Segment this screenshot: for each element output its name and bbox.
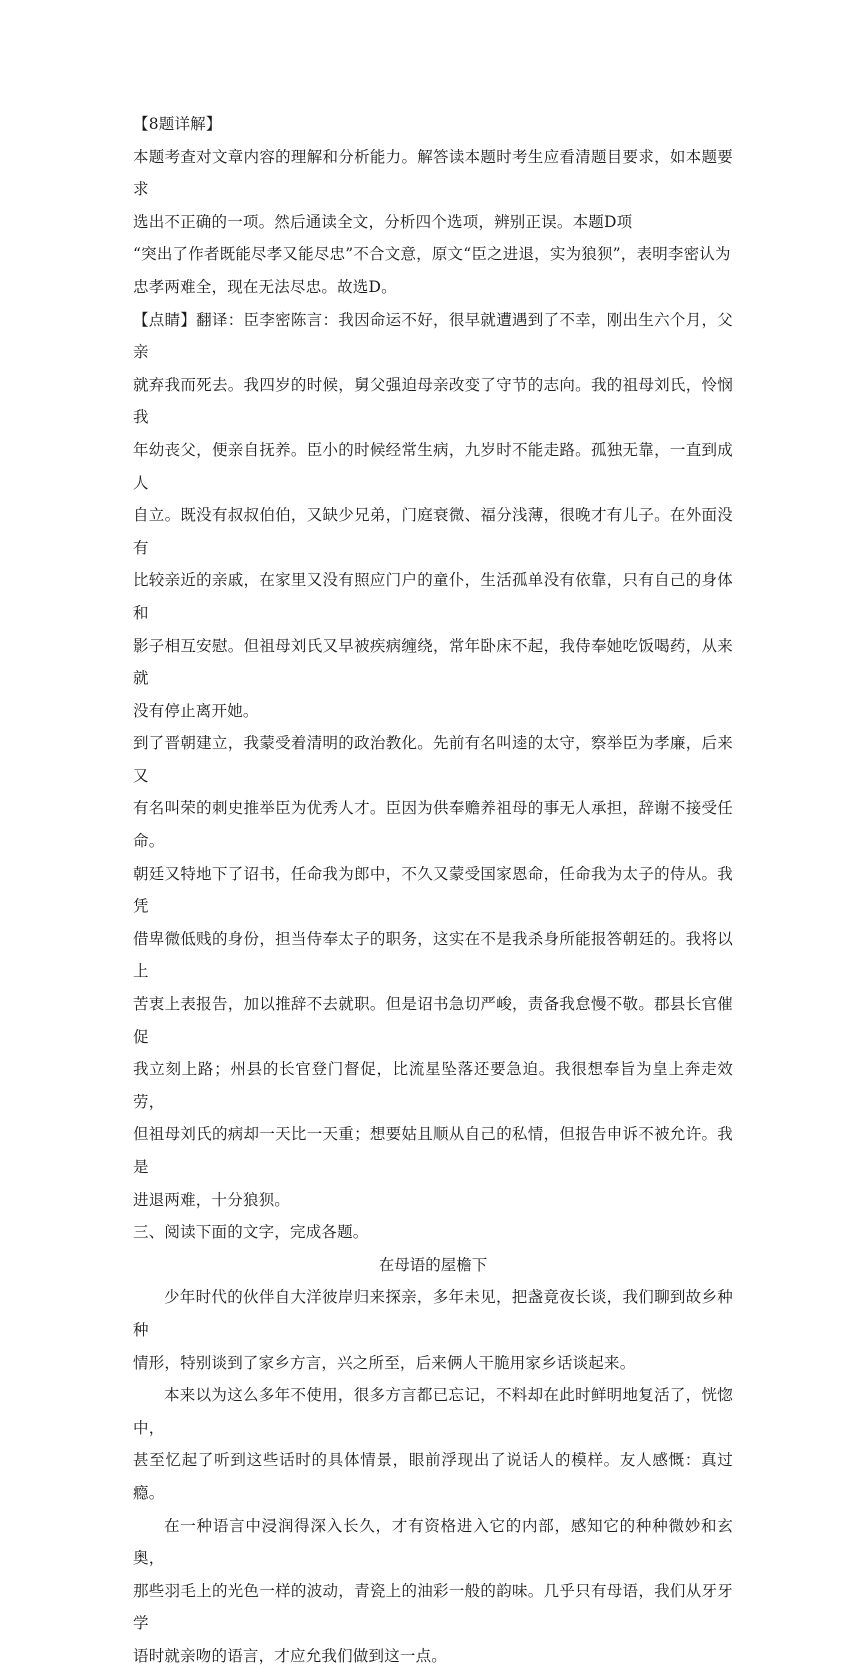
text-line: 苦衷上表报告，加以推辞不去就职。但是诏书急切严峻，责备我怠慢不敬。郡县长官催促	[133, 995, 733, 1046]
document-page	[133, 108, 733, 1673]
text-line: 有名叫荣的刺史推举臣为优秀人才。臣因为供奉赡养祖母的事无人承担，辞谢不接受任命。	[133, 799, 733, 851]
section-heading	[133, 1216, 733, 1249]
explanation-paragraph	[133, 141, 733, 304]
text-line: 少年时代的伙伴自大洋彼岸归来探亲，多年未见，把盏竟夜长谈，我们聊到故乡种种	[133, 1288, 733, 1339]
article-title: 在母语的屋檐下	[378, 1255, 488, 1274]
text-line: 那些羽毛上的光色一样的波动，青瓷上的油彩一般的韵味。几乎只有母语，我们从牙牙学	[133, 1581, 733, 1633]
text-line: 本来以为这么多年不使用，很多方言都已忘记，不料却在此时鲜明地复活了，恍惚中，	[133, 1386, 733, 1437]
text-line: 到了晋朝建立，我蒙受着清明的政治教化。先前有名叫逵的太守，察举臣为孝廉，后来又	[133, 734, 733, 785]
dianjing-paragraph	[133, 304, 733, 728]
text-line: 影子相互安慰。但祖母刘氏又早被疾病缠绕，常年卧床不起，我侍奉她吃饭喝药，从来就	[133, 636, 733, 688]
text-line: 在一种语言中浸润得深入长久，才有资格进入它的内部，感知它的种种微妙和玄奥，	[133, 1516, 733, 1568]
article-paragraph-1	[133, 1281, 733, 1379]
article-paragraph-2	[133, 1379, 733, 1509]
text-line: 【8题详解】	[133, 115, 222, 133]
text-line: 比较亲近的亲戚，在家里又没有照应门户的童仆，生活孤单没有依靠，只有自己的身体和	[133, 571, 733, 622]
text-line: 选出不正确的一项。然后通读全文，分析四个选项，辨别正误。本题D项	[133, 212, 633, 231]
text-line: “突出了作者既能尽孝又能尽忠”不合文意，原文“臣之进退，实为狼狈”，表明李密认为	[133, 245, 731, 264]
text-line: 忠孝两难全，现在无法尽忠。故选D。	[133, 277, 397, 296]
text-line: 情形，特别谈到了家乡方言，兴之所至，后来俩人干脆用家乡话谈起来。	[133, 1353, 636, 1372]
text-line: 但祖母刘氏的病却一天比一天重；想要姑且顺从自己的私情，但报告申诉不被允许。我是	[133, 1125, 733, 1176]
text-line: 我立刻上路；州县的长官登门督促，比流星坠落还要急迫。我很想奉旨为皇上奔走效劳，	[133, 1060, 733, 1111]
article-paragraph-3	[133, 1510, 733, 1673]
text-line: 进退两难，十分狼狈。	[133, 1190, 291, 1209]
answer-heading	[133, 108, 733, 141]
text-line: 就弃我而死去。我四岁的时候，舅父强迫母亲改变了守节的志向。我的祖母刘氏，怜悯我	[133, 375, 733, 427]
text-line: 年幼丧父，便亲自抚养。臣小的时候经常生病，九岁时不能走路。孤独无靠，一直到成人	[133, 440, 733, 492]
text-line: 没有停止离开她。	[133, 701, 259, 720]
text-line: 朝廷又特地下了诏书，任命我为郎中，不久又蒙受国家恩命，任命我为太子的侍从。我凭	[133, 864, 733, 916]
text-line: 语时就亲吻的语言，才应允我们做到这一点。	[133, 1646, 448, 1665]
text-line: 本题考查对文章内容的理解和分析能力。解答读本题时考生应看清题目要求，如本题要求	[133, 147, 733, 199]
text-line: 三、阅读下面的文字，完成各题。	[133, 1223, 369, 1242]
text-line: 甚至忆起了听到这些话时的具体情景，眼前浮现出了说话人的模样。友人感慨：真过瘾。	[133, 1451, 733, 1502]
translation-paragraph	[133, 727, 733, 1216]
text-line: 自立。既没有叔叔伯伯，又缺少兄弟，门庭衰微、福分浅薄，很晚才有儿子。在外面没有	[133, 506, 733, 557]
text-line: 借卑微低贱的身份，担当侍奉太子的职务，这实在不是我杀身所能报答朝廷的。我将以上	[133, 929, 733, 981]
text-line: 【点睛】翻译：臣李密陈言：我因命运不好，很早就遭遇到了不幸，刚出生六个月，父亲	[133, 310, 733, 362]
